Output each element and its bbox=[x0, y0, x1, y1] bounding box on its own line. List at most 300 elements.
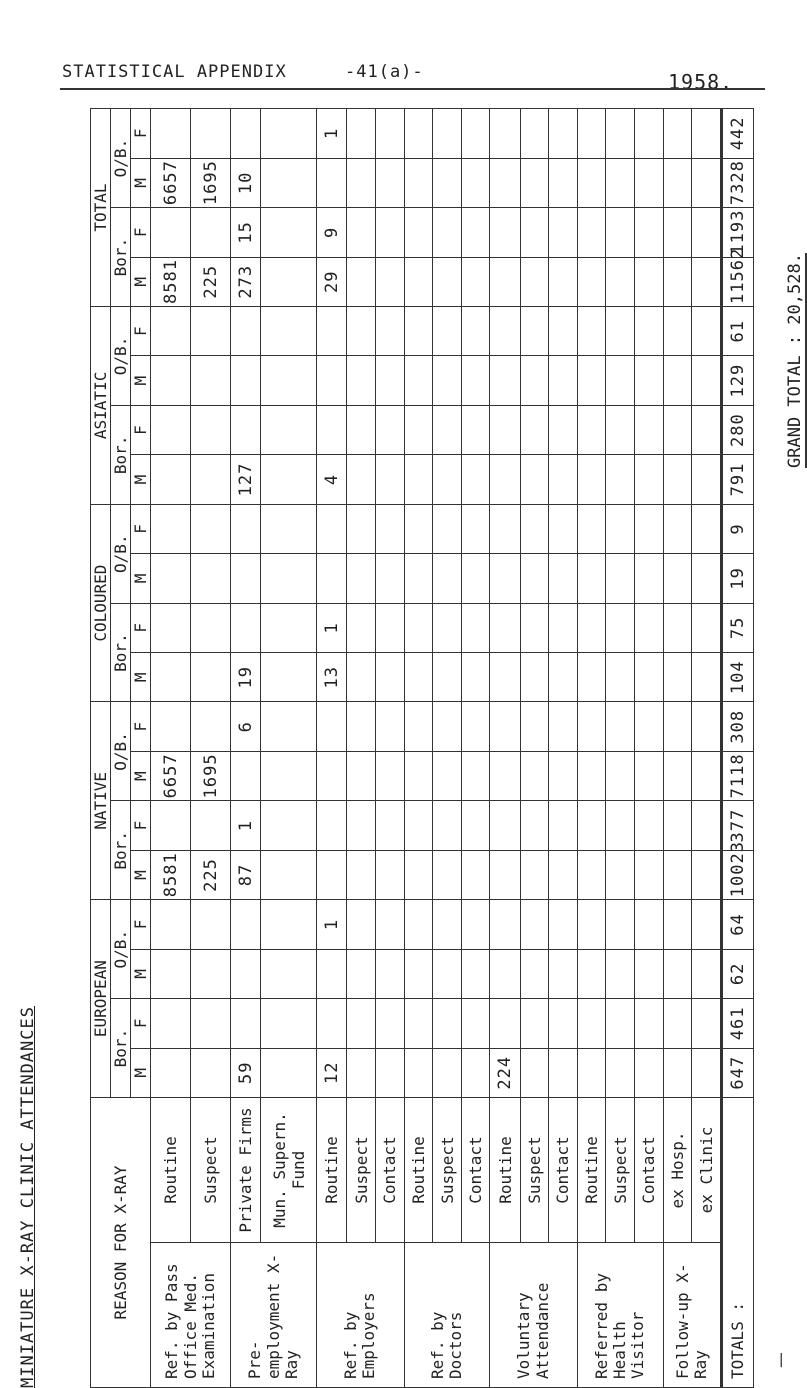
value-cell: 224 bbox=[490, 1048, 520, 1097]
value-cell bbox=[577, 504, 606, 553]
grand-total: GRAND TOTAL : 20,528. bbox=[785, 253, 805, 468]
value-cell bbox=[433, 900, 462, 949]
value-cell bbox=[461, 257, 490, 306]
value-cell bbox=[577, 1048, 606, 1097]
value-cell bbox=[433, 158, 462, 207]
attendance-table bbox=[90, 108, 754, 1388]
value-cell bbox=[151, 554, 191, 603]
value-cell bbox=[520, 900, 549, 949]
value-cell: 6657 bbox=[151, 158, 191, 207]
value-cell bbox=[347, 603, 376, 652]
value-cell bbox=[520, 850, 549, 899]
value-cell bbox=[191, 949, 231, 998]
value-cell bbox=[490, 158, 520, 207]
value-cell bbox=[461, 158, 490, 207]
reason-category: ex Hosp. bbox=[663, 1098, 692, 1243]
value-cell bbox=[577, 603, 606, 652]
value-cell bbox=[692, 356, 722, 405]
reason-source: Ref. by Pass Office Med. Examination bbox=[151, 1243, 231, 1388]
value-cell bbox=[520, 109, 549, 159]
value-cell bbox=[347, 702, 376, 751]
value-cell bbox=[549, 801, 578, 850]
value-cell bbox=[317, 850, 347, 899]
value-cell bbox=[231, 949, 261, 998]
value-cell: 377 bbox=[722, 801, 754, 850]
value-cell bbox=[692, 1048, 722, 1097]
value-cell bbox=[577, 307, 606, 356]
value-cell bbox=[663, 356, 692, 405]
value-cell bbox=[635, 554, 664, 603]
value-cell: 11562 bbox=[722, 257, 754, 306]
table-row bbox=[375, 109, 404, 1388]
value-cell bbox=[692, 850, 722, 899]
table-row bbox=[231, 109, 261, 1388]
value-cell bbox=[191, 504, 231, 553]
value-cell bbox=[347, 653, 376, 702]
value-cell bbox=[433, 109, 462, 159]
value-cell bbox=[577, 653, 606, 702]
value-cell: 7118 bbox=[722, 751, 754, 800]
value-cell bbox=[520, 307, 549, 356]
value-cell: 8581 bbox=[151, 850, 191, 899]
value-cell bbox=[433, 702, 462, 751]
sex-header: M bbox=[131, 257, 151, 306]
value-cell bbox=[151, 900, 191, 949]
subgroup-header: Bor. bbox=[111, 603, 131, 702]
value-cell bbox=[261, 208, 317, 257]
value-cell bbox=[375, 158, 404, 207]
value-cell bbox=[375, 257, 404, 306]
value-cell bbox=[663, 751, 692, 800]
value-cell bbox=[375, 702, 404, 751]
value-cell bbox=[549, 504, 578, 553]
value-cell bbox=[577, 109, 606, 159]
value-cell bbox=[490, 653, 520, 702]
value-cell: 29 bbox=[317, 257, 347, 306]
value-cell bbox=[490, 504, 520, 553]
subgroup-header: O/B. bbox=[111, 109, 131, 208]
sex-header: F bbox=[131, 405, 151, 454]
value-cell bbox=[347, 109, 376, 159]
subgroup-header: O/B. bbox=[111, 504, 131, 603]
value-cell bbox=[692, 158, 722, 207]
value-cell bbox=[490, 850, 520, 899]
value-cell bbox=[261, 554, 317, 603]
group-header-row bbox=[91, 109, 111, 1388]
value-cell bbox=[347, 999, 376, 1048]
value-cell bbox=[692, 504, 722, 553]
value-cell bbox=[191, 455, 231, 504]
table-row bbox=[490, 109, 520, 1388]
value-cell: 791 bbox=[722, 455, 754, 504]
value-cell bbox=[261, 900, 317, 949]
value-cell bbox=[549, 356, 578, 405]
value-cell bbox=[549, 405, 578, 454]
value-cell bbox=[375, 801, 404, 850]
reason-category: Routine bbox=[577, 1098, 606, 1243]
value-cell bbox=[375, 455, 404, 504]
value-cell bbox=[461, 455, 490, 504]
value-cell bbox=[347, 405, 376, 454]
value-cell bbox=[375, 504, 404, 553]
value-cell bbox=[191, 900, 231, 949]
value-cell: 1193 bbox=[722, 208, 754, 257]
sex-header: M bbox=[131, 751, 151, 800]
value-cell: 61 bbox=[722, 307, 754, 356]
value-cell: 461 bbox=[722, 999, 754, 1048]
value-cell bbox=[663, 603, 692, 652]
value-cell bbox=[635, 850, 664, 899]
value-cell bbox=[231, 405, 261, 454]
reason-category: Suspect bbox=[191, 1098, 231, 1243]
value-cell bbox=[461, 554, 490, 603]
value-cell bbox=[549, 109, 578, 159]
value-cell bbox=[577, 999, 606, 1048]
value-cell bbox=[404, 158, 433, 207]
table-row bbox=[151, 109, 191, 1388]
value-cell bbox=[347, 554, 376, 603]
value-cell: 6657 bbox=[151, 751, 191, 800]
value-cell bbox=[520, 801, 549, 850]
value-cell bbox=[520, 999, 549, 1048]
value-cell bbox=[635, 158, 664, 207]
group-asiatic: ASIATIC bbox=[91, 307, 111, 505]
table-row bbox=[317, 109, 347, 1388]
sex-header: F bbox=[131, 504, 151, 553]
value-cell bbox=[490, 307, 520, 356]
value-cell: 129 bbox=[722, 356, 754, 405]
value-cell bbox=[404, 554, 433, 603]
value-cell: 10 bbox=[231, 158, 261, 207]
value-cell bbox=[490, 702, 520, 751]
value-cell bbox=[490, 554, 520, 603]
value-cell: 104 bbox=[722, 653, 754, 702]
table-row bbox=[347, 109, 376, 1388]
value-cell bbox=[577, 801, 606, 850]
value-cell bbox=[261, 999, 317, 1048]
value-cell bbox=[347, 850, 376, 899]
header-rule bbox=[60, 88, 765, 90]
reason-category: Contact bbox=[549, 1098, 578, 1243]
sex-header: F bbox=[131, 109, 151, 159]
value-cell bbox=[577, 751, 606, 800]
value-cell bbox=[347, 455, 376, 504]
value-cell bbox=[433, 999, 462, 1048]
table-row bbox=[520, 109, 549, 1388]
value-cell bbox=[663, 208, 692, 257]
value-cell bbox=[606, 850, 635, 899]
value-cell bbox=[461, 801, 490, 850]
subgroup-header: O/B. bbox=[111, 307, 131, 406]
value-cell bbox=[404, 307, 433, 356]
value-cell bbox=[635, 999, 664, 1048]
value-cell bbox=[549, 603, 578, 652]
value-cell bbox=[317, 949, 347, 998]
value-cell bbox=[433, 405, 462, 454]
value-cell bbox=[151, 801, 191, 850]
value-cell bbox=[404, 801, 433, 850]
value-cell: 4 bbox=[317, 455, 347, 504]
value-cell bbox=[191, 405, 231, 454]
subgroup-header: Bor. bbox=[111, 208, 131, 307]
value-cell bbox=[606, 1048, 635, 1097]
value-cell bbox=[317, 405, 347, 454]
reason-category: Routine bbox=[317, 1098, 347, 1243]
value-cell bbox=[549, 158, 578, 207]
value-cell: 225 bbox=[191, 850, 231, 899]
page-number-header: -41(a)- bbox=[345, 62, 424, 82]
table-row bbox=[549, 109, 578, 1388]
value-cell: 1 bbox=[317, 900, 347, 949]
value-cell bbox=[191, 1048, 231, 1097]
value-cell bbox=[433, 751, 462, 800]
value-cell bbox=[317, 999, 347, 1048]
year-header: 1958. bbox=[668, 70, 734, 94]
value-cell bbox=[433, 850, 462, 899]
value-cell bbox=[261, 949, 317, 998]
value-cell bbox=[151, 702, 191, 751]
value-cell: 647 bbox=[722, 1048, 754, 1097]
table-row bbox=[461, 109, 490, 1388]
value-cell bbox=[261, 405, 317, 454]
table-row bbox=[191, 109, 231, 1388]
value-cell bbox=[404, 702, 433, 751]
value-cell bbox=[520, 257, 549, 306]
value-cell bbox=[461, 603, 490, 652]
value-cell: 15 bbox=[231, 208, 261, 257]
value-cell bbox=[635, 900, 664, 949]
value-cell bbox=[433, 356, 462, 405]
value-cell bbox=[191, 702, 231, 751]
sex-header: M bbox=[131, 554, 151, 603]
value-cell bbox=[549, 653, 578, 702]
value-cell bbox=[606, 307, 635, 356]
value-cell bbox=[520, 356, 549, 405]
table-row bbox=[663, 109, 692, 1388]
value-cell bbox=[692, 257, 722, 306]
value-cell bbox=[375, 850, 404, 899]
value-cell: 19 bbox=[722, 554, 754, 603]
value-cell bbox=[317, 504, 347, 553]
value-cell bbox=[692, 900, 722, 949]
value-cell bbox=[261, 307, 317, 356]
value-cell bbox=[461, 405, 490, 454]
value-cell bbox=[461, 850, 490, 899]
value-cell bbox=[191, 801, 231, 850]
value-cell bbox=[347, 257, 376, 306]
value-cell bbox=[375, 653, 404, 702]
appendix-header: STATISTICAL APPENDIX bbox=[62, 62, 287, 82]
sex-header: F bbox=[131, 900, 151, 949]
reason-category: Suspect bbox=[520, 1098, 549, 1243]
group-european: EUROPEAN bbox=[91, 900, 111, 1098]
value-cell bbox=[461, 1048, 490, 1097]
value-cell bbox=[663, 801, 692, 850]
value-cell bbox=[577, 702, 606, 751]
value-cell bbox=[151, 1048, 191, 1097]
value-cell bbox=[606, 999, 635, 1048]
value-cell bbox=[549, 751, 578, 800]
value-cell: 127 bbox=[231, 455, 261, 504]
value-cell bbox=[231, 999, 261, 1048]
value-cell: 308 bbox=[722, 702, 754, 751]
value-cell: 9 bbox=[317, 208, 347, 257]
value-cell bbox=[520, 949, 549, 998]
sex-header: M bbox=[131, 158, 151, 207]
reason-category: Contact bbox=[635, 1098, 664, 1243]
value-cell bbox=[231, 109, 261, 159]
value-cell bbox=[692, 307, 722, 356]
value-cell bbox=[520, 504, 549, 553]
group-native: NATIVE bbox=[91, 702, 111, 900]
value-cell bbox=[577, 554, 606, 603]
value-cell: 1 bbox=[231, 801, 261, 850]
value-cell bbox=[692, 109, 722, 159]
value-cell bbox=[663, 653, 692, 702]
value-cell bbox=[692, 999, 722, 1048]
value-cell bbox=[490, 900, 520, 949]
table-row bbox=[433, 109, 462, 1388]
value-cell bbox=[520, 455, 549, 504]
value-cell bbox=[635, 801, 664, 850]
value-cell bbox=[549, 900, 578, 949]
value-cell bbox=[635, 653, 664, 702]
value-cell bbox=[577, 850, 606, 899]
value-cell bbox=[635, 949, 664, 998]
reason-category: Routine bbox=[404, 1098, 433, 1243]
value-cell bbox=[663, 850, 692, 899]
reason-category: Routine bbox=[151, 1098, 191, 1243]
value-cell bbox=[635, 257, 664, 306]
value-cell bbox=[549, 999, 578, 1048]
value-cell bbox=[692, 603, 722, 652]
value-cell: 9 bbox=[722, 504, 754, 553]
value-cell bbox=[191, 109, 231, 159]
value-cell bbox=[151, 603, 191, 652]
value-cell bbox=[520, 751, 549, 800]
rotated-table-container bbox=[18, 108, 805, 1388]
value-cell bbox=[520, 1048, 549, 1097]
value-cell bbox=[549, 554, 578, 603]
value-cell bbox=[490, 603, 520, 652]
value-cell bbox=[317, 554, 347, 603]
value-cell bbox=[261, 109, 317, 159]
table-row bbox=[404, 109, 433, 1388]
value-cell bbox=[692, 455, 722, 504]
reason-source: Follow-up X-Ray bbox=[663, 1243, 722, 1388]
table-head bbox=[91, 109, 151, 1388]
subgroup-header: O/B. bbox=[111, 900, 131, 999]
value-cell bbox=[347, 801, 376, 850]
subgroup-header: Bor. bbox=[111, 801, 131, 900]
value-cell bbox=[404, 900, 433, 949]
value-cell bbox=[606, 405, 635, 454]
table-row bbox=[635, 109, 664, 1388]
reason-source: Ref. by Doctors bbox=[404, 1243, 490, 1388]
value-cell bbox=[520, 702, 549, 751]
value-cell bbox=[433, 307, 462, 356]
value-cell bbox=[490, 999, 520, 1048]
value-cell: 13 bbox=[317, 653, 347, 702]
value-cell bbox=[191, 356, 231, 405]
value-cell bbox=[692, 801, 722, 850]
reason-category: Suspect bbox=[347, 1098, 376, 1243]
value-cell bbox=[433, 554, 462, 603]
subgroup-header: Bor. bbox=[111, 999, 131, 1098]
reason-category: Routine bbox=[490, 1098, 520, 1243]
value-cell bbox=[490, 949, 520, 998]
sex-header: F bbox=[131, 603, 151, 652]
value-cell bbox=[549, 208, 578, 257]
sex-header: F bbox=[131, 307, 151, 356]
value-cell bbox=[577, 208, 606, 257]
value-cell bbox=[461, 751, 490, 800]
value-cell: 19 bbox=[231, 653, 261, 702]
value-cell bbox=[404, 999, 433, 1048]
sex-header: M bbox=[131, 455, 151, 504]
value-cell bbox=[347, 949, 376, 998]
reason-source: Ref. by Employers bbox=[317, 1243, 404, 1388]
value-cell bbox=[461, 307, 490, 356]
value-cell bbox=[261, 356, 317, 405]
value-cell bbox=[520, 208, 549, 257]
value-cell bbox=[347, 751, 376, 800]
sex-header: F bbox=[131, 702, 151, 751]
value-cell bbox=[375, 999, 404, 1048]
value-cell bbox=[404, 949, 433, 998]
value-cell bbox=[606, 603, 635, 652]
value-cell bbox=[606, 702, 635, 751]
value-cell: 7328 bbox=[722, 158, 754, 207]
value-cell bbox=[191, 999, 231, 1048]
sex-header: M bbox=[131, 356, 151, 405]
value-cell bbox=[151, 208, 191, 257]
table-row bbox=[577, 109, 606, 1388]
value-cell bbox=[692, 208, 722, 257]
value-cell bbox=[433, 455, 462, 504]
value-cell bbox=[490, 257, 520, 306]
value-cell bbox=[375, 949, 404, 998]
value-cell bbox=[606, 455, 635, 504]
value-cell bbox=[461, 949, 490, 998]
value-cell bbox=[261, 702, 317, 751]
value-cell bbox=[404, 109, 433, 159]
value-cell bbox=[375, 603, 404, 652]
value-cell bbox=[433, 257, 462, 306]
value-cell bbox=[606, 653, 635, 702]
value-cell bbox=[577, 257, 606, 306]
value-cell bbox=[347, 208, 376, 257]
sex-header: M bbox=[131, 949, 151, 998]
value-cell bbox=[231, 356, 261, 405]
sex-header: M bbox=[131, 1048, 151, 1097]
value-cell bbox=[520, 554, 549, 603]
value-cell bbox=[231, 751, 261, 800]
value-cell bbox=[404, 405, 433, 454]
value-cell bbox=[461, 653, 490, 702]
value-cell bbox=[663, 900, 692, 949]
value-cell bbox=[375, 900, 404, 949]
value-cell bbox=[317, 751, 347, 800]
value-cell: 6 bbox=[231, 702, 261, 751]
value-cell bbox=[692, 949, 722, 998]
value-cell bbox=[490, 109, 520, 159]
value-cell bbox=[606, 554, 635, 603]
reason-category: Mun. Supern. Fund bbox=[261, 1098, 317, 1243]
value-cell bbox=[261, 653, 317, 702]
value-cell bbox=[151, 307, 191, 356]
value-cell bbox=[433, 801, 462, 850]
